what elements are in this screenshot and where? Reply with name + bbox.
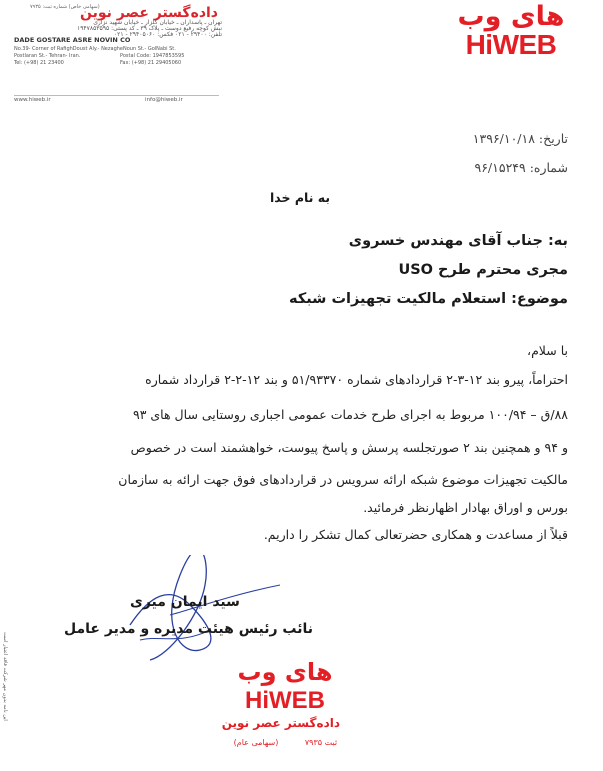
body-line: بورس و اوراق بهادار اظهارنظر فرمائید. [363,500,568,515]
website-link[interactable]: www.hiweb.ir [14,97,51,103]
stamp-logo-fa: های وب [237,658,333,686]
handwritten-signature [110,555,290,665]
hiweb-logo-fa: های وب [457,1,565,32]
side-note [0,632,14,768]
stamp-registration: ثبت ۷۹۳۵ [304,738,338,747]
fax-en: Fax: (+98) 21 29405060 [120,60,182,66]
letter-date: تاریخ: ۱۳۹۶/۱۰/۱۸ [472,131,568,146]
stamp-type: (سهامی عام) [233,738,279,747]
phone-fa: تلفن: ۲۹۴۰۰ - ۰۲۱ فکس: ۲۹۴۰۵۰۶۰ - ۰۲۱ [113,31,222,38]
greeting: با سلام، [527,343,568,358]
header-divider [14,95,219,96]
company-name-fa: داده‌گستر عصر نوین [80,5,218,21]
address-en-line2: Postlaran St.- Tehran- Iran. [14,53,81,59]
body-line: مالکیت تجهیزات موضوع شبکه ارائه سرویس در قراردادهای فوق جهت ارائه به سازمان [118,472,568,487]
closing: قبلاً از مساعدت و همکاری حضرتعالی کمال تشکر را داریم. [263,527,568,542]
signatory-title: نائب رئیس هیئت مدیره و مدیر عامل [64,621,314,637]
hiweb-logo-en: HiWEB [465,29,557,60]
company-registration: (سهامی خاص) شماره ثبت: ۷۹۳۵ [30,4,100,10]
company-name-en: DADE GOSTARE ASRE NOVIN CO [14,36,131,44]
tel-en: Tel: (+98) 21 23400 [14,60,64,66]
address-fa-line1: تهران ـ پاسداران ـ خیابان گلزار ـ خیابان شهید نزاری [93,19,222,26]
stamp-company: داده‌گستر عصر نوین [221,716,340,730]
subject: موضوع: استعلام مالکیت تجهیزات شبکه [289,291,568,307]
address-en-line1: No.39- Corner of RafighDoust Aly.- NezagheNoun St.- GolNabi St. [14,46,176,52]
side-note-text: این نامه بدون مهر شرکت فاقد اعتبار است [2,632,8,721]
body-line: ۸۸/ق – ۱۰۰/۹۴ مربوط به اجرای طرح خدمات عمومی اجباری روستایی سال های ۹۳ [132,407,568,422]
recipient: به: جناب آقای مهندس خسروی [348,233,568,249]
stamp-logo-en: HiWEB [245,687,325,714]
body-line: احتراماً، پیرو بند ۱۲-۳-۲ قراردادهای شماره ۵۱/۹۳۳۷۰ و بند ۱۲-۲-۲ قرارداد شماره [145,372,568,387]
postal-code-en: Postal Code: 1947853595 [120,53,185,59]
address-fa-line2: نبش کوچه رفیع دوست ـ پلاک ۳۹ ـ کد پستی: ۱۹۴۷۸۵۳۵۹۵ [76,25,222,32]
signatory-name: سید ایمان میری [130,594,240,610]
email-link[interactable]: info@hiweb.ir [145,97,183,103]
bismillah: به نام خدا [269,190,331,205]
body-line: و ۹۴ و همچنین بند ۲ صورتجلسه پرسش و پاسخ پیوست، خواهشمند است در خصوص [130,440,568,455]
letter-number: شماره: ۹۶/۱۵۲۴۹ [474,160,568,175]
recipient-role: مجری محترم طرح USO [398,262,568,278]
